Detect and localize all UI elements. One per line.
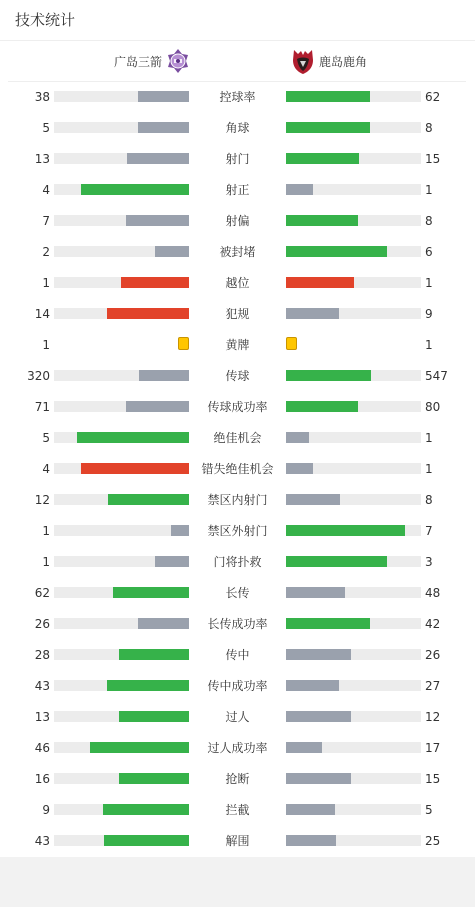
away-value: 8 — [425, 493, 433, 507]
away-value: 42 — [425, 617, 441, 631]
home-bar-fill — [171, 525, 189, 536]
home-bar-track — [54, 494, 189, 505]
away-bar-track — [286, 525, 421, 536]
away-bar-fill — [286, 804, 335, 815]
home-bar-fill — [138, 618, 189, 629]
home-bar-track — [54, 401, 189, 412]
team-header — [0, 41, 475, 81]
home-bar-fill — [107, 308, 189, 319]
home-bar-fill — [138, 91, 189, 102]
home-bar-fill — [138, 122, 189, 133]
stat-row — [0, 826, 475, 857]
away-value: 9 — [425, 307, 433, 321]
home-bar-fill — [119, 649, 189, 660]
away-bar-fill — [286, 835, 336, 846]
away-bar-track — [286, 308, 421, 319]
stat-row — [0, 113, 475, 144]
away-bar-fill — [286, 618, 370, 629]
stat-row — [0, 454, 475, 485]
away-bar-track — [286, 370, 421, 381]
home-value: 320 — [27, 369, 50, 383]
stat-row — [0, 361, 475, 392]
stat-row — [0, 733, 475, 764]
home-bar-track — [54, 370, 189, 381]
away-value: 1 — [425, 276, 433, 290]
stat-label: 绝佳机会 — [213, 431, 262, 445]
home-bar-track — [54, 277, 189, 288]
home-bar-fill — [108, 494, 189, 505]
stat-label: 被封堵 — [219, 245, 256, 259]
stat-row — [0, 144, 475, 175]
home-bar-track — [54, 463, 189, 474]
away-bar-track — [286, 277, 421, 288]
stat-label: 控球率 — [219, 90, 256, 104]
home-bar-track — [54, 184, 189, 195]
stat-row — [0, 578, 475, 609]
stat-label: 长传成功率 — [207, 617, 268, 631]
home-bar-track — [54, 556, 189, 567]
home-bar-track — [54, 153, 189, 164]
away-bar-fill — [286, 432, 309, 443]
stat-row — [0, 206, 475, 237]
away-bar-fill — [286, 184, 313, 195]
stat-row — [0, 82, 475, 113]
away-bar-fill — [286, 370, 371, 381]
home-bar-track — [54, 587, 189, 598]
home-bar-track — [54, 122, 189, 133]
away-value: 6 — [425, 245, 433, 259]
home-bar-track — [54, 246, 189, 257]
stat-row — [0, 175, 475, 206]
home-bar-track — [54, 649, 189, 660]
away-bar-fill — [286, 649, 351, 660]
away-bar-fill — [286, 246, 387, 257]
home-value: 1 — [42, 276, 50, 290]
stat-label: 射门 — [225, 152, 250, 166]
stat-row — [0, 702, 475, 733]
home-value: 4 — [42, 183, 50, 197]
stat-label: 黄牌 — [225, 338, 250, 352]
away-bar-track — [286, 556, 421, 567]
away-value: 48 — [425, 586, 441, 600]
away-bar-track — [286, 122, 421, 133]
stat-label: 犯规 — [225, 307, 250, 321]
away-value: 15 — [425, 152, 441, 166]
away-bar-track — [286, 618, 421, 629]
away-bar-fill — [286, 401, 358, 412]
home-bar-fill — [77, 432, 189, 443]
home-bar-track — [54, 835, 189, 846]
stat-row — [0, 330, 475, 361]
away-bar-fill — [286, 556, 387, 567]
stat-label: 过人 — [225, 710, 250, 724]
away-value: 8 — [425, 121, 433, 135]
kashima-antlers-logo-icon[interactable] — [290, 47, 316, 75]
home-value: 46 — [34, 741, 50, 755]
home-bar-fill — [126, 401, 189, 412]
stat-label: 射正 — [225, 183, 250, 197]
stats-list — [0, 82, 475, 857]
home-value: 7 — [42, 214, 50, 228]
away-bar-track — [286, 494, 421, 505]
away-bar-fill — [286, 711, 351, 722]
home-value: 4 — [42, 462, 50, 476]
away-value: 1 — [425, 183, 433, 197]
stat-label: 传中 — [225, 648, 250, 662]
away-bar-track — [286, 184, 421, 195]
stat-label: 抢断 — [225, 772, 250, 786]
away-value: 3 — [425, 555, 433, 569]
home-bar-fill — [155, 556, 189, 567]
away-bar-track — [286, 153, 421, 164]
home-bar-fill — [155, 246, 189, 257]
away-bar-fill — [286, 742, 322, 753]
home-bar-fill — [119, 711, 189, 722]
away-bar-fill — [286, 277, 354, 288]
home-value: 71 — [34, 400, 50, 414]
away-value: 8 — [425, 214, 433, 228]
home-value: 9 — [42, 803, 50, 817]
home-bar-track — [54, 618, 189, 629]
home-bar-fill — [107, 680, 189, 691]
home-bar-fill — [121, 277, 189, 288]
home-value: 5 — [42, 121, 50, 135]
home-value: 26 — [34, 617, 50, 631]
home-bar-fill — [119, 773, 189, 784]
away-bar-fill — [286, 308, 339, 319]
home-bar-track — [54, 773, 189, 784]
stat-label: 拦截 — [225, 803, 250, 817]
stat-label: 解围 — [225, 834, 250, 848]
yellow-card-icon — [178, 337, 189, 350]
away-bar-track — [286, 773, 421, 784]
home-value: 38 — [34, 90, 50, 104]
away-bar-fill — [286, 525, 405, 536]
away-bar-fill — [286, 773, 351, 784]
away-bar-fill — [286, 153, 359, 164]
stat-label: 传球成功率 — [207, 400, 268, 414]
away-team-name[interactable]: 鹿岛鹿角 — [319, 55, 368, 69]
page-title: 技术统计 — [15, 11, 76, 29]
away-bar-track — [286, 587, 421, 598]
home-value: 14 — [34, 307, 50, 321]
away-bar-track — [286, 401, 421, 412]
home-value: 13 — [34, 710, 50, 724]
away-bar-fill — [286, 91, 370, 102]
stat-row — [0, 764, 475, 795]
stat-row — [0, 547, 475, 578]
stat-label: 射偏 — [225, 214, 250, 228]
home-bar-track — [54, 680, 189, 691]
away-value: 7 — [425, 524, 433, 538]
away-bar-track — [286, 742, 421, 753]
home-value: 28 — [34, 648, 50, 662]
stat-label: 越位 — [225, 276, 250, 290]
home-value: 12 — [34, 493, 50, 507]
home-value: 1 — [42, 555, 50, 569]
home-value: 43 — [34, 679, 50, 693]
home-value: 5 — [42, 431, 50, 445]
stat-label: 传球 — [225, 369, 250, 383]
away-bar-fill — [286, 494, 340, 505]
home-value: 43 — [34, 834, 50, 848]
away-value: 1 — [425, 462, 433, 476]
away-value: 12 — [425, 710, 441, 724]
away-value: 1 — [425, 431, 433, 445]
home-bar-track — [54, 432, 189, 443]
stat-row — [0, 795, 475, 826]
away-value: 17 — [425, 741, 441, 755]
away-bar-track — [286, 432, 421, 443]
home-bar-fill — [81, 463, 189, 474]
home-bar-fill — [139, 370, 189, 381]
away-value: 27 — [425, 679, 441, 693]
home-value: 16 — [34, 772, 50, 786]
stat-row — [0, 640, 475, 671]
away-bar-fill — [286, 122, 370, 133]
home-team-name[interactable]: 广岛三箭 — [113, 55, 162, 69]
home-value: 2 — [42, 245, 50, 259]
home-bar-fill — [81, 184, 189, 195]
stat-row — [0, 485, 475, 516]
away-value: 1 — [425, 338, 433, 352]
away-bar-track — [286, 649, 421, 660]
home-bar-track — [54, 308, 189, 319]
home-bar-track — [54, 742, 189, 753]
away-bar-track — [286, 215, 421, 226]
away-bar-track — [286, 91, 421, 102]
away-value: 26 — [425, 648, 441, 662]
home-value: 62 — [34, 586, 50, 600]
away-value: 15 — [425, 772, 441, 786]
stat-label: 错失绝佳机会 — [201, 462, 274, 476]
away-bar-track — [286, 804, 421, 815]
away-value: 5 — [425, 803, 433, 817]
stat-row — [0, 237, 475, 268]
away-bar-fill — [286, 587, 345, 598]
home-bar-track — [54, 525, 189, 536]
home-bar-track — [54, 711, 189, 722]
stat-label: 禁区内射门 — [207, 493, 268, 507]
stat-row — [0, 609, 475, 640]
away-bar-track — [286, 463, 421, 474]
stat-label: 门将扑救 — [213, 555, 262, 569]
away-bar-track — [286, 680, 421, 691]
stat-label: 长传 — [225, 586, 250, 600]
home-bar-fill — [104, 835, 189, 846]
home-bar-track — [54, 215, 189, 226]
stat-row — [0, 268, 475, 299]
stat-label: 传中成功率 — [207, 679, 268, 693]
away-value: 547 — [425, 369, 448, 383]
stat-row — [0, 392, 475, 423]
home-bar-fill — [103, 804, 189, 815]
yellow-card-icon — [286, 337, 297, 350]
stat-row — [0, 423, 475, 454]
stat-label: 过人成功率 — [207, 741, 268, 755]
away-value: 25 — [425, 834, 441, 848]
stat-row — [0, 299, 475, 330]
away-bar-track — [286, 711, 421, 722]
away-bar-fill — [286, 680, 339, 691]
home-bar-fill — [90, 742, 189, 753]
away-bar-track — [286, 246, 421, 257]
away-bar-track — [286, 835, 421, 846]
stat-label: 角球 — [225, 121, 250, 135]
sanfrecce-hiroshima-logo-icon[interactable] — [165, 48, 191, 74]
stat-label: 禁区外射门 — [207, 524, 268, 538]
home-bar-track — [54, 91, 189, 102]
home-value: 1 — [42, 524, 50, 538]
stat-row — [0, 671, 475, 702]
home-value: 1 — [42, 338, 50, 352]
away-bar-fill — [286, 215, 358, 226]
home-bar-fill — [113, 587, 189, 598]
away-value: 80 — [425, 400, 441, 414]
home-value: 13 — [34, 152, 50, 166]
away-value: 62 — [425, 90, 441, 104]
home-bar-track — [54, 804, 189, 815]
stat-row — [0, 516, 475, 547]
home-bar-fill — [127, 153, 189, 164]
home-bar-fill — [126, 215, 189, 226]
away-bar-fill — [286, 463, 313, 474]
